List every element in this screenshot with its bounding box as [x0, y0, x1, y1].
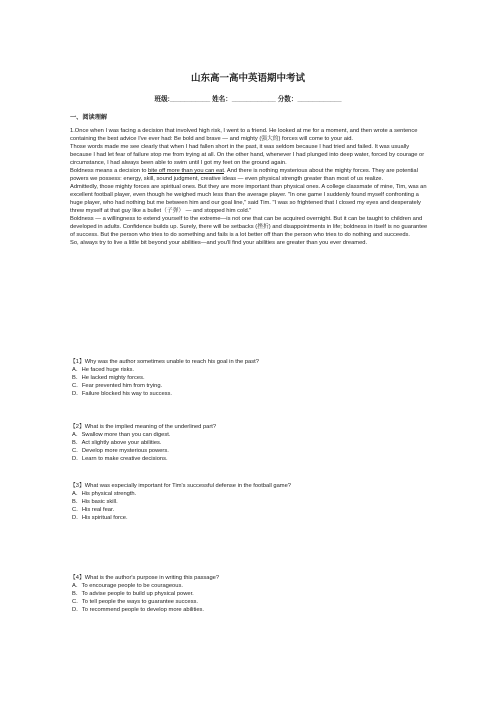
option-d: D．His spiritual force. — [72, 515, 128, 521]
option-d: D．Learn to make creative decisions. — [72, 456, 168, 462]
question-4 — [70, 574, 430, 614]
student-info-line — [0, 93, 496, 103]
question-stem: 【4】What is the author's purpose in writing this passage? — [70, 575, 220, 581]
score-blank: ____________ — [297, 96, 342, 103]
question-3 — [70, 482, 430, 522]
question-stem: 【2】What is the implied meaning of the underlined part? — [70, 424, 217, 430]
passage-paragraph-6: So, always try to live a little bit beyond your abilities—and you'll find your abilities are greater than you ever dreamed. — [70, 240, 368, 246]
option-a: A．He faced huge risks. — [72, 367, 135, 373]
option-a: A．Swallow more than you can digest. — [72, 432, 171, 438]
reading-passage — [70, 127, 430, 247]
paragraph-3-start: Boldness means a decision to — [70, 168, 148, 174]
option-b: B．To advise people to build up physical power. — [72, 591, 194, 597]
option-d: D．Failure blocked his way to success. — [72, 391, 173, 397]
class-blank: ___________ — [169, 96, 211, 103]
option-c: C．His real fear. — [72, 507, 115, 513]
class-label: 班级: — [154, 96, 170, 103]
passage-paragraph-2: Those words made me see clearly that when I had fallen short in the past, it was seldom because I had tried and failed. It was usually because I had let fear of failure stop me from trying at all. On the other hand, whenever I had plunged into deep water, forced by courage or circumstance, I had always been able to swim until I got my feet on the ground again. — [70, 144, 425, 166]
passage-paragraph-1: 1.Once when I was facing a decision that involved high risk, I went to a friend. He looked at me for a moment, and then wrote a sentence containing the best advice I've ever had: Be bold and brave — and mighty (强大的) forces will come to your aid. — [70, 128, 418, 142]
option-b: B．He lacked mighty forces. — [72, 375, 145, 381]
score-label: 分数： — [277, 96, 298, 103]
question-stem: 【3】What was especially important for Tim's successful defense in the football game? — [70, 483, 291, 489]
option-b: B．His basic skill. — [72, 499, 118, 505]
passage-paragraph-4: Admittedly, those mighty forces are spiritual ones. But they are more important than physical ones. A college classmate of mine, Tim, was an excellent football player, even though he weighed much less than the average player. "In one game I suddenly found myself confronting a huge player, who had nothing but me between him and our goal line," said Tim. "I was so frightened that I closed my eyes and desperately threw myself at that guy like a bullet（子弹） — and stopped him cold." — [70, 184, 427, 214]
option-b: B．Act slightly above your abilities. — [72, 440, 162, 446]
option-c: C．Fear prevented him from trying. — [72, 383, 163, 389]
section-title: 一、阅读理解 — [70, 114, 108, 121]
question-2 — [70, 423, 430, 463]
question-1 — [70, 358, 430, 398]
passage-paragraph-5: Boldness — a willingness to extend yourself to the extreme—is not one that can be acquired overnight. But it can be taught to children and developed in adults. Confidence builds up. Surely, there will be setbacks (挫折) and disappointments in life; boldness in itself is no guarantee of success. But the person who tries to do something and fails is a lot better off than the person who tries to do nothing and succeeds. — [70, 216, 428, 238]
name-label: 姓名： — [212, 96, 232, 103]
option-d: D．To recommend people to develop more abilities. — [72, 607, 204, 613]
underlined-phrase: bite off more than you can eat — [148, 168, 224, 174]
passage-paragraph-3 — [70, 167, 430, 183]
option-c: C．Develop more mysterious powers. — [72, 448, 169, 454]
option-c: C．To tell people the ways to guarantee success. — [72, 599, 198, 605]
question-stem: 【1】Why was the author sometimes unable to reach his goal in the past? — [70, 359, 259, 365]
option-a: A．His physical strength. — [72, 491, 137, 497]
exam-title: 山东高一高中英语期中考试 — [190, 73, 305, 84]
name-blank: ____________ — [231, 96, 276, 103]
option-a: A．To encourage people to be courageous. — [72, 583, 183, 589]
paragraph-3-rest: . And there is nothing mysterious about the mighty forces. They are potential powers we possess: energy, skill, sound judgment, creative ideas — even physical strength greater than most of us realize. — [70, 168, 418, 182]
